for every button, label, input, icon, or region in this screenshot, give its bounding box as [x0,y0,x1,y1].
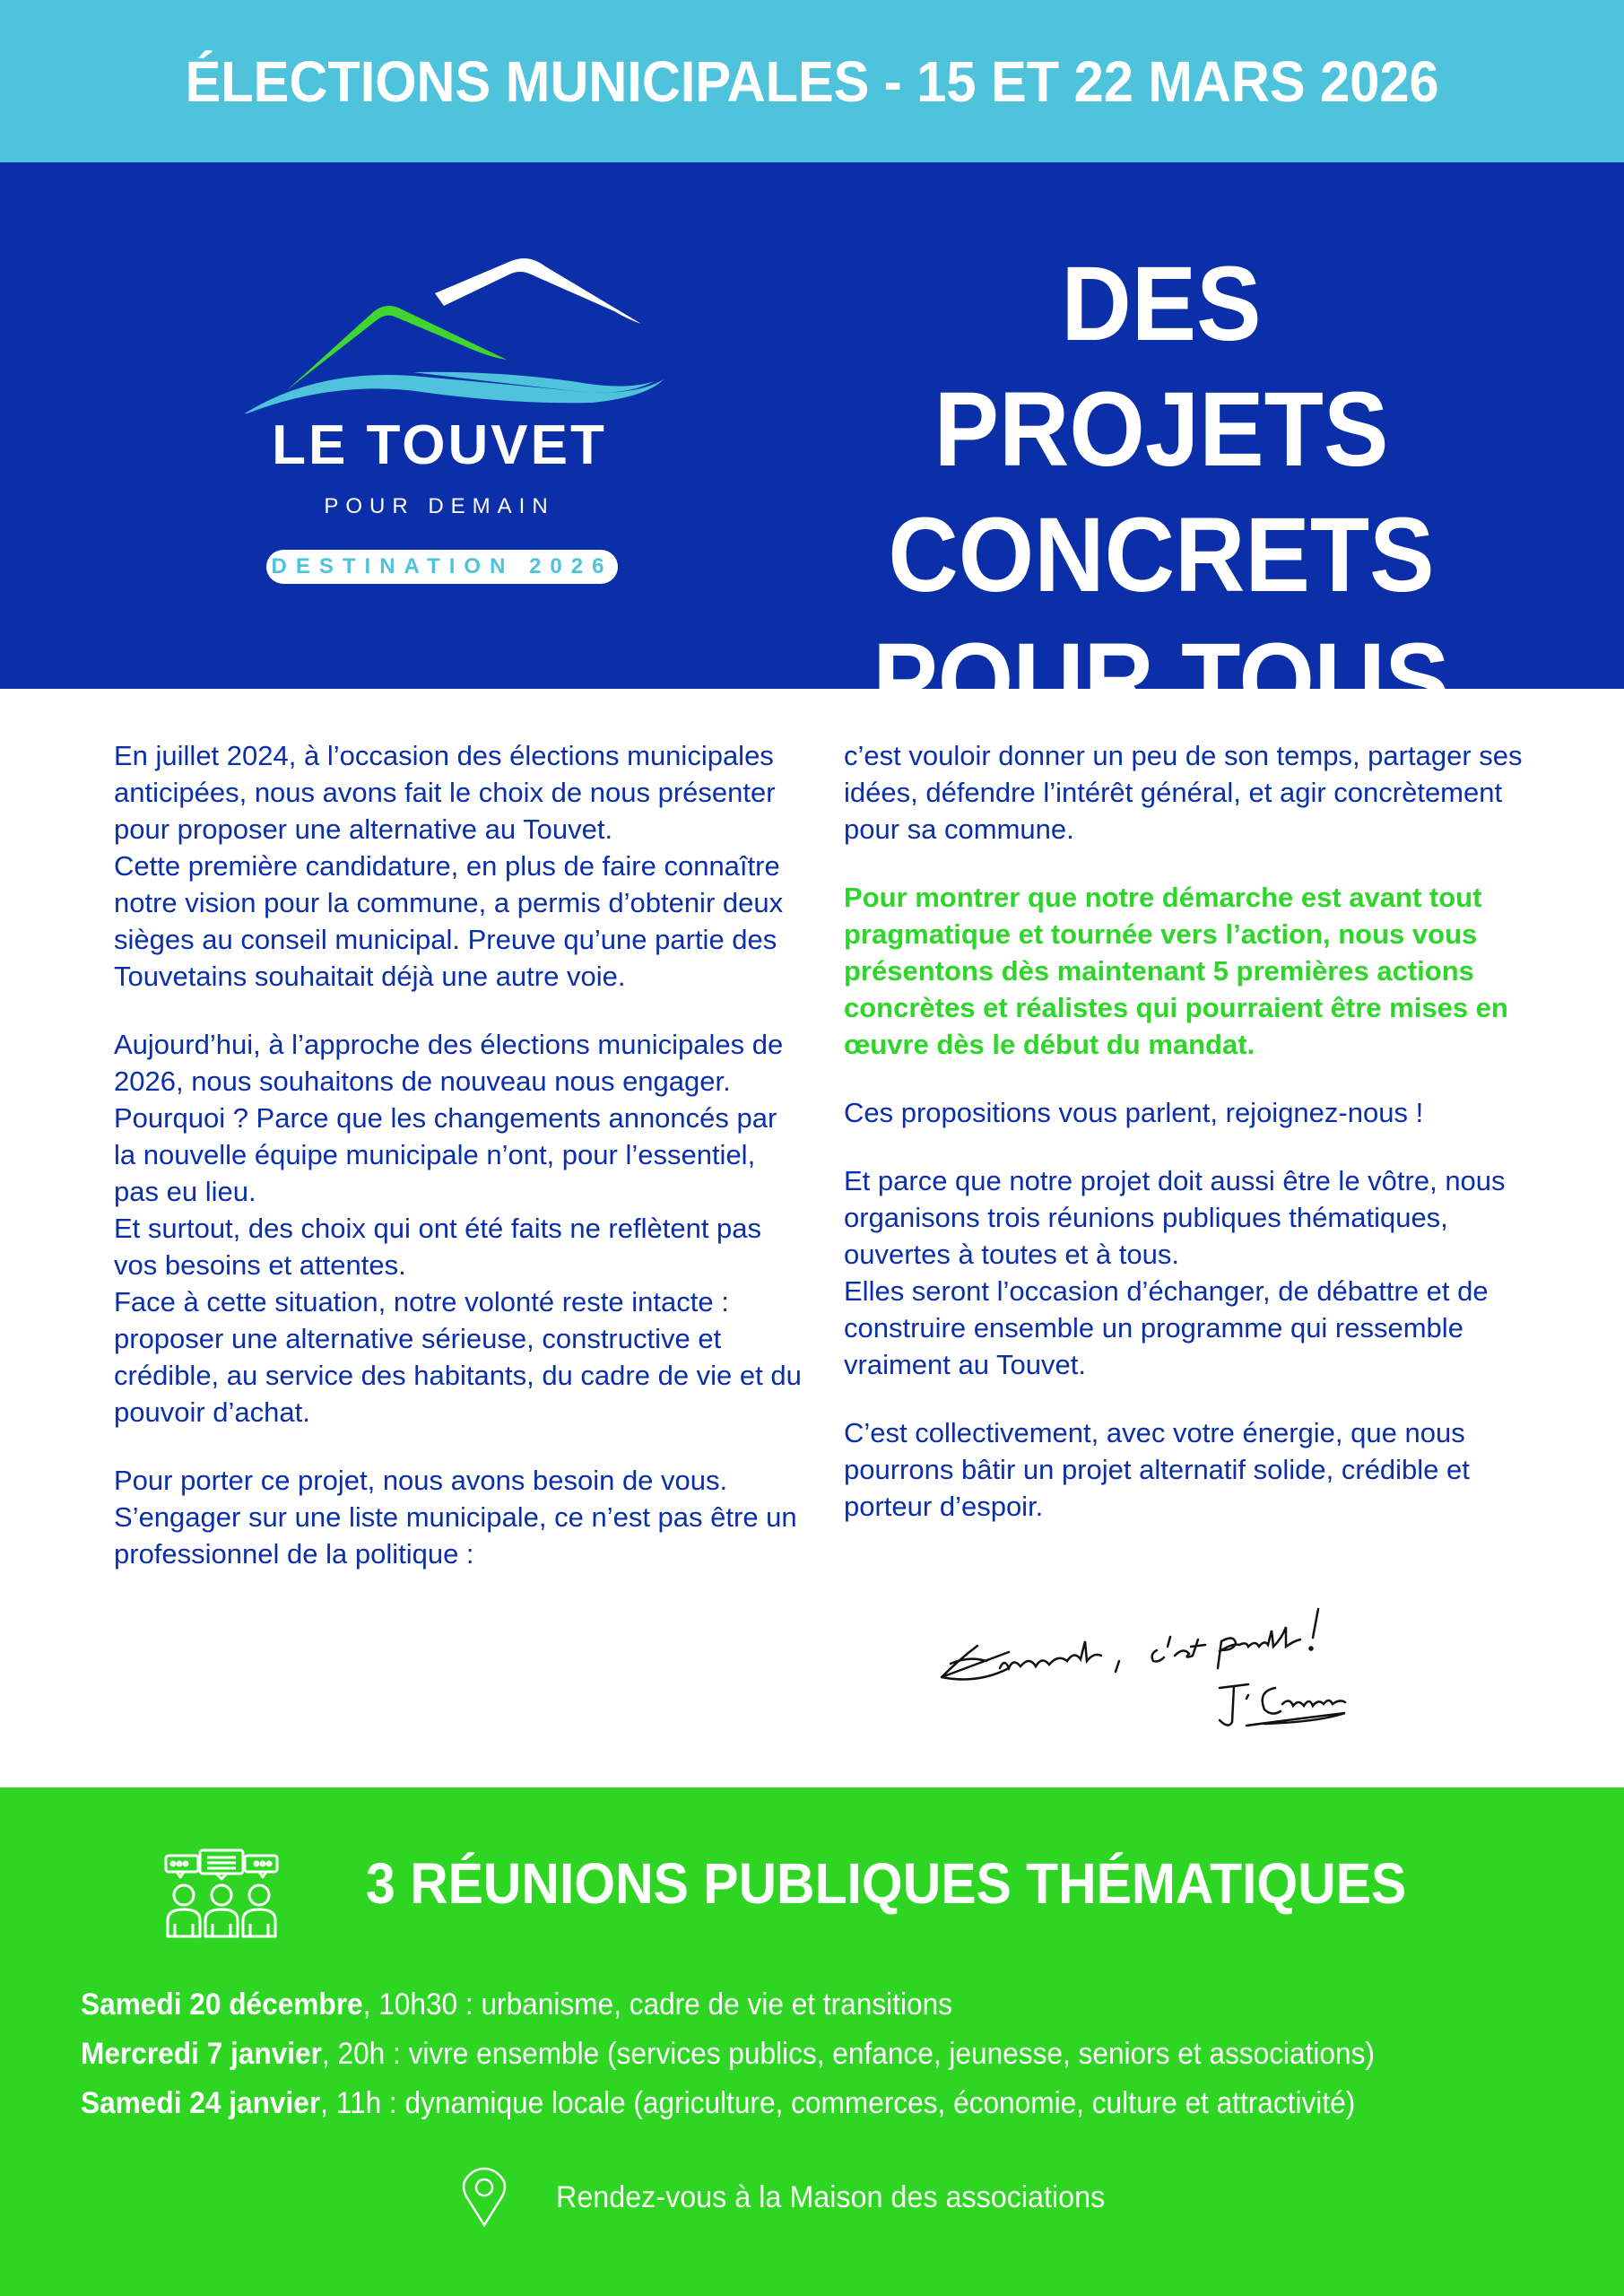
election-date-banner [0,0,1624,162]
meetings-section [0,1787,1624,2296]
paragraph: Et surtout, des choix qui ont été faits ne reflètent pas vos besoins et attentes. [114,1213,762,1281]
call-to-action: Ces propositions vous parlent, rejoignez-nous ! [844,1097,1424,1128]
meeting-location [459,2166,1133,2229]
meeting-details: , 10h30 : urbanisme, cadre de vie et transitions [362,1987,952,2022]
campaign-logo [206,234,690,611]
meeting-item [81,2079,1498,2128]
paragraph: C’est collectivement, avec votre énergie, que nous pourrons bâtir un projet alternatif solide, crédible et porteur d’espoir. [844,1417,1470,1522]
meeting-item [81,1980,1498,2030]
paragraph: Aujourd’hui, à l’approche des élections municipales de 2026, nous souhaitons de nouveau nous engager. [114,1029,784,1097]
highlight-paragraph: Pour montrer que notre démarche est avant tout pragmatique et tournée vers l’action, nous vous présentons dès maintenant 5 premières actions concrètes et réalistes qui pourraient être mises en œuvre dès le début du mandat. [844,882,1508,1060]
paragraph: Et parce que notre projet doit aussi être le vôtre, nous organisons trois réunions publiques thématiques, ouvertes à toutes et à tous. [844,1165,1506,1270]
paragraph: Pourquoi ? Parce que les changements annoncés par la nouvelle équipe municipale n’ont, pour l’essentiel, pas eu lieu. [114,1102,777,1207]
hero-title-line: DES PROJETS [934,245,1389,489]
banner-title: ÉLECTIONS MUNICIPALES - 15 ET 22 MARS 2026 [185,48,1439,114]
hero-title-line: CONCRETS [888,496,1435,614]
paragraph: En juillet 2024, à l’occasion des élections municipales anticipées, nous avons fait le choix de nous présenter pour proposer une alternative au Touvet. [114,740,776,845]
meeting-date: Samedi 24 janvier [81,2086,321,2120]
meeting-item [81,2030,1498,2079]
logo-name: LE TOUVET [272,414,607,476]
meeting-details: , 20h : vivre ensemble (services publics, enfance, jeunesse, seniors et associations) [321,2037,1375,2071]
map-pin-icon [459,2166,509,2229]
meetings-title: 3 RÉUNIONS PUBLIQUES THÉMATIQUES [366,1851,1407,1916]
location-text: Rendez-vous à la Maison des associations [556,2179,1106,2214]
meetings-list [81,1980,1605,2128]
handwritten-signature [924,1578,1426,1740]
meeting-date: Samedi 20 décembre [81,1987,363,2022]
hero-section [0,162,1624,740]
logo-subtitle: POUR DEMAIN [324,494,555,518]
paragraph: Face à cette situation, notre volonté reste intacte : proposer une alternative sérieuse, constructive et crédible, au service des habitants, du cadre de vie et du pouvoir d’achat. [114,1286,802,1428]
group-discussion-icon [164,1848,279,1938]
body-column-right [844,737,1534,1525]
paragraph: Cette première candidature, en plus de faire connaître notre vision pour la commune, a permis d’obtenir deux sièges au conseil municipal. Preuve qu’une partie des Touvetains souhaitait déjà une autre voie. [114,850,784,992]
meeting-date: Mercredi 7 janvier [81,2037,322,2071]
paragraph: Elles seront l’occasion d’échanger, de débattre et de construire ensemble un programme qui ressemble vraiment au Touvet. [844,1275,1489,1380]
hero-title-line: POUR TOUS [873,622,1450,740]
mountains-waves-logo-icon [206,234,690,413]
body-column-left [114,737,804,1572]
paragraph: Pour porter ce projet, nous avons besoin de vous. S’engager sur une liste municipale, ce n’est pas être un professionnel de la politique : [114,1465,797,1570]
paragraph: c’est vouloir donner un peu de son temps, partager ses idées, défendre l’intérêt général, et agir concrètement pour sa commune. [844,740,1523,845]
logo-tagline: DESTINATION 2026 [266,550,618,584]
meeting-details: , 11h : dynamique locale (agriculture, commerces, économie, culture et attractivité) [320,2086,1356,2120]
hero-title [807,241,1515,744]
